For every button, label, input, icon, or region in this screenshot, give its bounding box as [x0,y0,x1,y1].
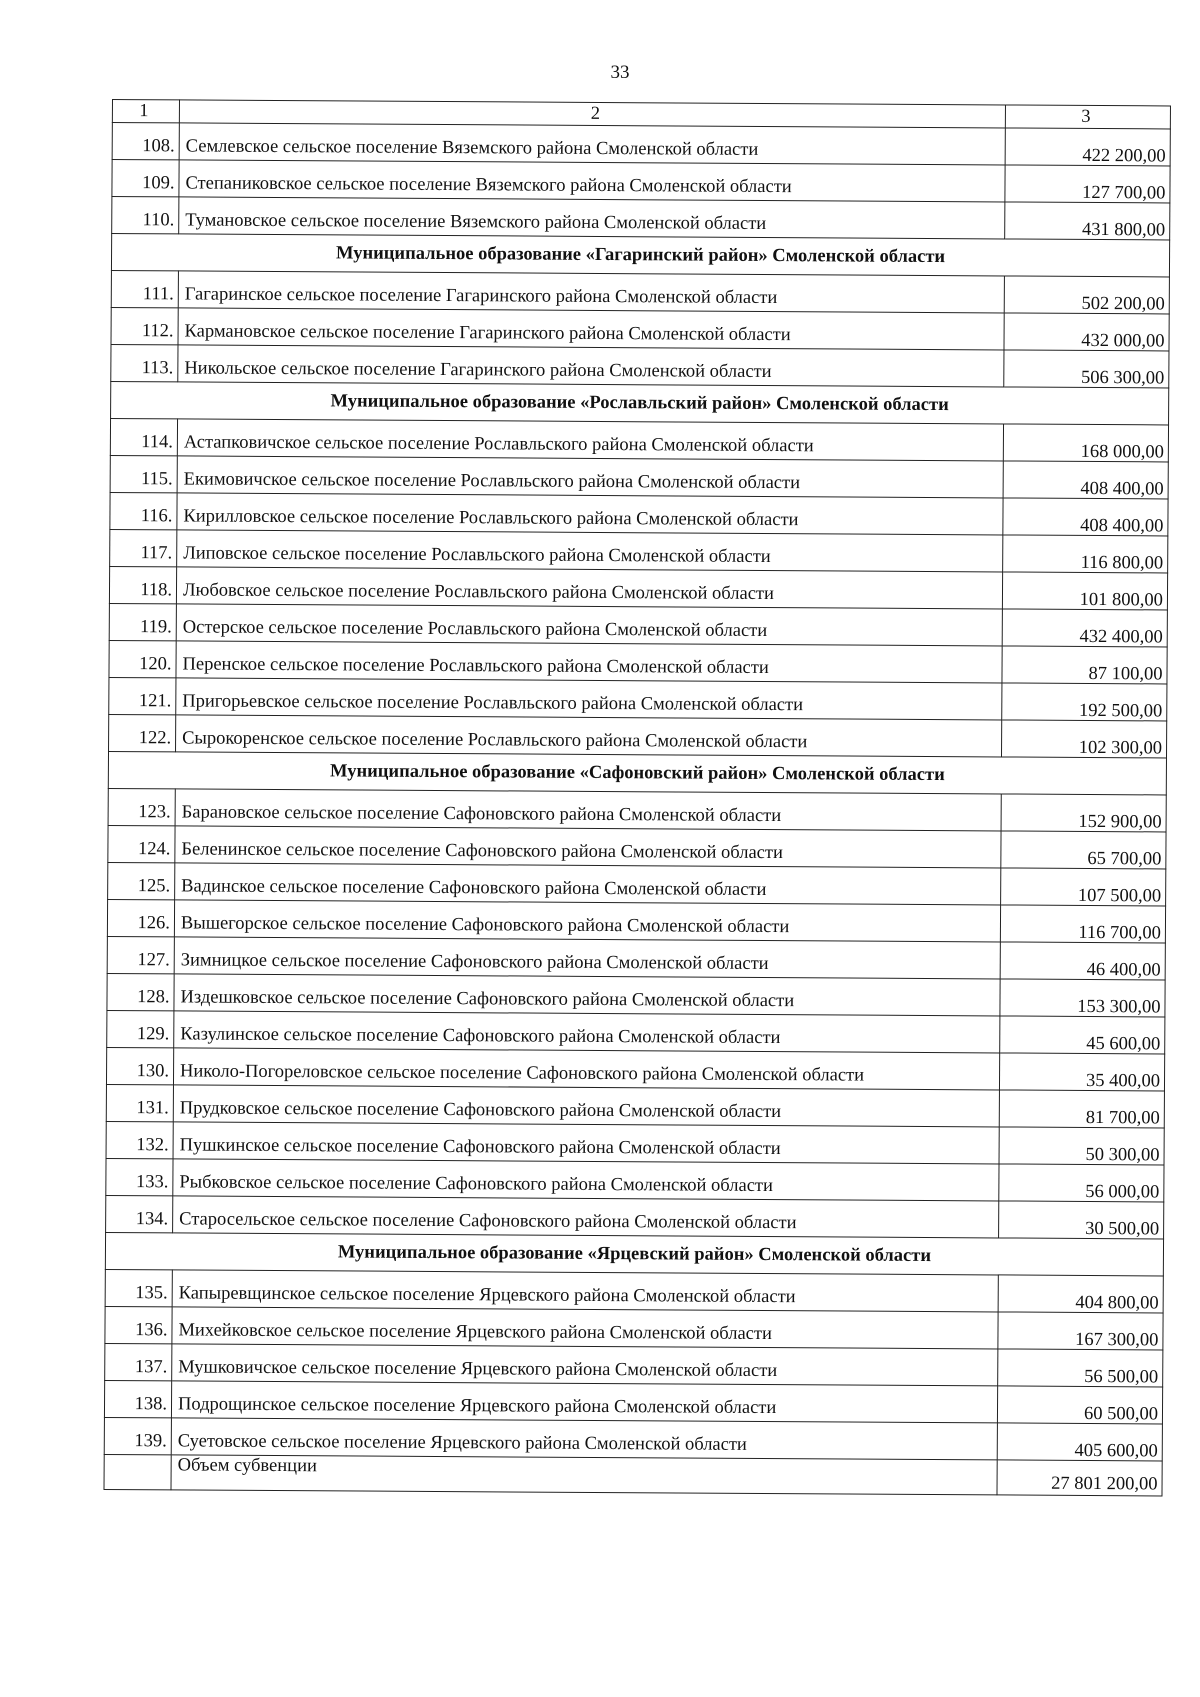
settlement-name: Семлевское сельское поселение Вяземского района Смоленской области [179,123,1005,165]
subvention-amount: 30 500,00 [999,1201,1164,1239]
table-row [105,1343,1163,1386]
settlement-name: Старосельское сельское поселение Сафоновского района Смоленской области [173,1196,999,1238]
table-row [109,566,1167,609]
row-number: 124. [108,825,175,862]
subvention-table [104,99,1171,1496]
section-heading-row [111,381,1169,424]
subvention-amount: 56 500,00 [998,1349,1163,1387]
row-number: 117. [110,529,177,566]
settlement-name: Прудковское сельское поселение Сафоновского района Смоленской области [173,1085,999,1127]
table-row [108,862,1166,905]
table-row [105,1306,1163,1349]
row-number: 108. [112,123,179,160]
settlement-name: Остерское сельское поселение Рославльского района Смоленской области [176,604,1002,646]
subvention-amount: 60 500,00 [997,1386,1162,1424]
row-number: 115. [110,455,177,492]
row-number: 121. [109,677,176,714]
settlement-name: Подрощинское сельское поселение Ярцевского района Смоленской области [171,1381,997,1423]
subvention-amount: 502 200,00 [1004,276,1169,314]
row-number: 118. [109,566,176,603]
subvention-amount: 152 900,00 [1001,794,1166,832]
row-number: 119. [109,603,176,640]
section-heading: Муниципальное образование «Гагаринский район» Смоленской области [111,234,1169,277]
settlement-name: Издешковское сельское поселение Сафоновского района Смоленской области [174,974,1000,1016]
column-header-2: 2 [179,100,1005,128]
row-number: 132. [106,1121,173,1158]
table-row [109,714,1167,757]
page-number: 33 [610,62,630,83]
settlement-name: Беленинское сельское поселение Сафоновского района Смоленской области [175,826,1001,868]
subvention-amount: 116 800,00 [1003,535,1168,573]
row-number: 130. [106,1047,173,1084]
table-row [104,1417,1162,1460]
subvention-amount: 87 100,00 [1002,646,1167,684]
table-row [110,418,1168,461]
subvention-amount: 127 700,00 [1005,165,1170,203]
table-row [112,197,1170,240]
row-number: 114. [110,418,177,455]
table-row [106,1047,1164,1090]
row-number: 120. [109,640,176,677]
settlement-name: Липовское сельское поселение Рославльского района Смоленской области [177,530,1003,572]
section-heading-row [111,234,1169,277]
settlement-name: Вышегорское сельское поселение Сафоновского района Смоленской области [174,900,1000,942]
table-row [110,455,1168,498]
settlement-name: Гагаринское сельское поселение Гагаринского района Смоленской области [178,271,1004,313]
subvention-amount: 408 400,00 [1003,498,1168,536]
table-row [111,344,1169,387]
settlement-name: Казулинское сельское поселение Сафоновского района Смоленской области [174,1011,1000,1053]
row-number: 109. [112,160,179,197]
row-number: 122. [109,714,176,751]
subvention-amount: 432 400,00 [1002,609,1167,647]
table-row [104,1380,1162,1423]
column-header-3: 3 [1005,105,1170,129]
settlement-name: Николо-Погореловское сельское поселение Сафоновского района Смоленской области [173,1048,999,1090]
settlement-name: Сырокоренское сельское поселение Рославльского района Смоленской области [176,715,1002,757]
settlement-name: Суетовское сельское поселение Ярцевского района Смоленской области [171,1418,997,1460]
row-number: 116. [110,492,177,529]
settlement-name: Любовское сельское поселение Рославльского района Смоленской области [176,567,1002,609]
table-row [110,529,1168,572]
row-number: 126. [107,899,174,936]
total-label: Объем субвенции [171,1455,997,1495]
table-row [109,603,1167,646]
row-number: 123. [108,788,175,825]
settlement-name: Астапковичское сельское поселение Рославльского района Смоленской области [177,419,1003,461]
table-row [109,677,1167,720]
total-row [104,1454,1162,1495]
subvention-amount: 506 300,00 [1004,350,1169,388]
row-number: 127. [107,936,174,973]
subvention-amount: 81 700,00 [999,1090,1164,1128]
table-row [107,936,1165,979]
settlement-name: Пушкинское сельское поселение Сафоновского района Смоленской области [173,1122,999,1164]
section-heading: Муниципальное образование «Сафоновский район» Смоленской области [108,751,1166,794]
row-number: 137. [105,1343,172,1380]
row-number: 133. [106,1158,173,1195]
settlement-name: Степаниковское сельское поселение Вяземского района Смоленской области [179,160,1005,202]
row-number: 112. [111,307,178,344]
table-row [107,1010,1165,1053]
table-row [111,307,1169,350]
settlement-name: Барановское сельское поселение Сафоновского района Смоленской области [175,789,1001,831]
subvention-amount: 404 800,00 [998,1275,1163,1313]
row-number: 131. [106,1084,173,1121]
subvention-amount: 168 000,00 [1003,424,1168,462]
table-row [106,1195,1164,1238]
table-row [105,1269,1163,1312]
row-number: 139. [104,1417,171,1454]
row-number: 128. [107,973,174,1010]
row-number: 135. [105,1269,172,1306]
subvention-amount: 153 300,00 [1000,979,1165,1017]
row-number: 138. [104,1380,171,1417]
table-row [106,1084,1164,1127]
subvention-amount: 46 400,00 [1000,942,1165,980]
subvention-amount: 45 600,00 [1000,1016,1165,1054]
row-number: 113. [111,344,178,381]
total-number-cell [104,1454,171,1489]
subvention-amount: 56 000,00 [999,1164,1164,1202]
table-row [106,1158,1164,1201]
settlement-name: Никольское сельское поселение Гагаринского района Смоленской области [178,345,1004,387]
settlement-name: Мушковичское сельское поселение Ярцевского района Смоленской области [172,1344,998,1386]
subvention-amount: 35 400,00 [999,1053,1164,1091]
total-amount: 27 801 200,00 [997,1460,1162,1496]
row-number: 111. [111,270,178,307]
row-number: 136. [105,1306,172,1343]
table-row [108,788,1166,831]
subvention-amount: 408 400,00 [1003,461,1168,499]
subvention-amount: 102 300,00 [1001,720,1166,758]
subvention-amount: 167 300,00 [998,1312,1163,1350]
settlement-name: Михейковское сельское поселение Ярцевского района Смоленской области [172,1307,998,1349]
row-number: 134. [106,1195,173,1232]
table-row [111,270,1169,313]
subvention-amount: 405 600,00 [997,1423,1162,1461]
subvention-amount: 422 200,00 [1005,128,1170,166]
settlement-name: Перенское сельское поселение Рославльского района Смоленской области [176,641,1002,683]
settlement-name: Рыбковское сельское поселение Сафоновского района Смоленской области [173,1159,999,1201]
table-row [108,825,1166,868]
subvention-amount: 432 000,00 [1004,313,1169,351]
row-number: 110. [112,197,179,234]
subvention-amount: 192 500,00 [1002,683,1167,721]
column-header-1: 1 [112,100,179,123]
table-row [107,899,1165,942]
table-row [109,640,1167,683]
row-number: 125. [108,862,175,899]
table-row [110,492,1168,535]
table-row [112,123,1170,166]
section-heading-row [105,1232,1163,1275]
subvention-amount: 431 800,00 [1005,202,1170,240]
settlement-name: Зимницкое сельское поселение Сафоновского района Смоленской области [174,937,1000,979]
section-heading-row [108,751,1166,794]
settlement-name: Пригорьевское сельское поселение Рославльского района Смоленской области [176,678,1002,720]
subvention-amount: 65 700,00 [1001,831,1166,869]
subvention-amount: 116 700,00 [1000,905,1165,943]
settlement-name: Тумановское сельское поселение Вяземского района Смоленской области [179,197,1005,239]
table-row [107,973,1165,1016]
subvention-amount: 101 800,00 [1002,572,1167,610]
subvention-amount: 107 500,00 [1001,868,1166,906]
table-row [112,160,1170,203]
table-body [104,100,1170,1496]
settlement-name: Кармановское сельское поселение Гагаринского района Смоленской области [178,308,1004,350]
table-row [106,1121,1164,1164]
settlement-name: Вадинское сельское поселение Сафоновского района Смоленской области [175,863,1001,905]
row-number: 129. [107,1010,174,1047]
settlement-name: Капыревщинское сельское поселение Ярцевского района Смоленской области [172,1270,998,1312]
settlement-name: Екимовичское сельское поселение Рославльского района Смоленской области [177,456,1003,498]
settlement-name: Кирилловское сельское поселение Рославльского района Смоленской области [177,493,1003,535]
section-heading: Муниципальное образование «Ярцевский район» Смоленской области [105,1232,1163,1275]
section-heading: Муниципальное образование «Рославльский район» Смоленской области [111,381,1169,424]
subvention-amount: 50 300,00 [999,1127,1164,1165]
